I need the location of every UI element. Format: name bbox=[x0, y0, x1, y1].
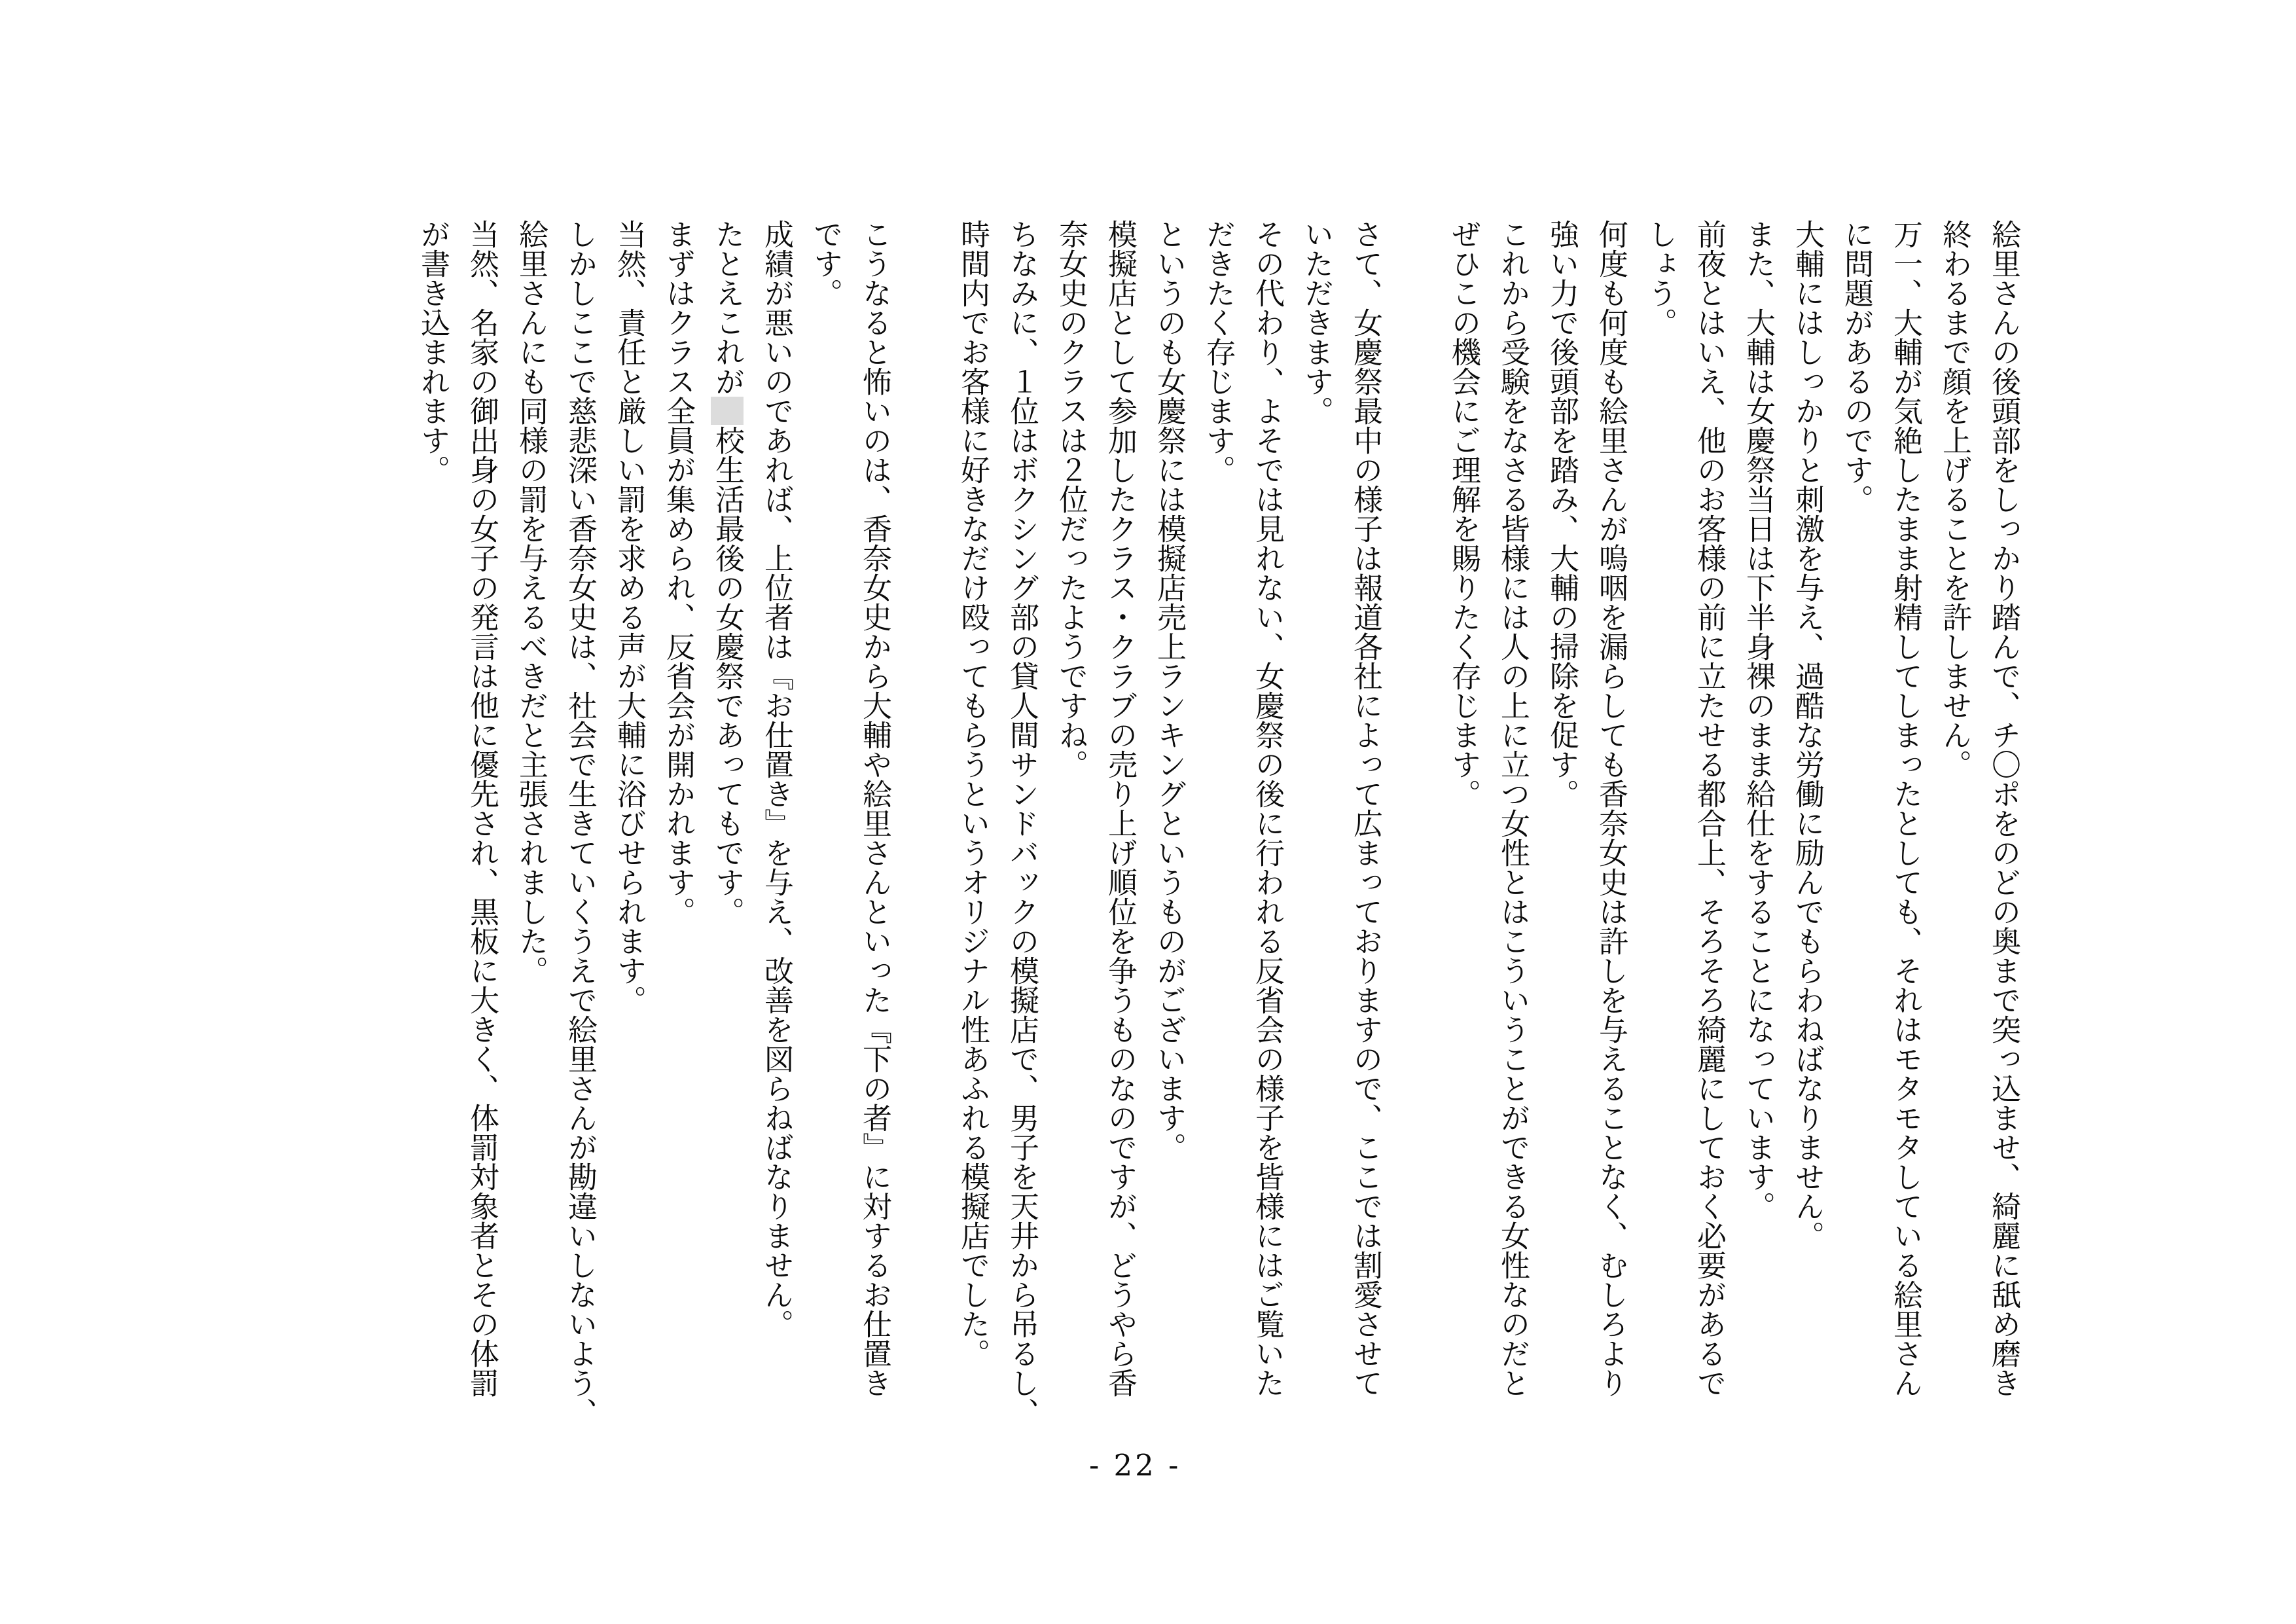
text-column: ぜひこの機会にご理解を賜りたく存じます。 bbox=[1447, 219, 1480, 808]
text-segment: たとえこれが bbox=[711, 219, 744, 396]
text-column: 絵里さんの後頭部をしっかり踏んで、チ〇ポをのどの奥まで突っ込ませ、綺麗に舐め磨き bbox=[1987, 219, 2020, 1398]
page-number: - 22 - bbox=[1089, 1448, 1181, 1483]
text-column: だきたく存じます。 bbox=[1202, 219, 1234, 484]
text-column: が書き込まれます。 bbox=[416, 219, 449, 484]
text-column bbox=[702, 219, 751, 1398]
text-column: しょう。 bbox=[1643, 219, 1676, 337]
text-column: 強い力で後頭部を踏み、大輔の掃除を促す。 bbox=[1545, 219, 1578, 808]
text-column: さて、女慶祭最中の様子は報道各社によって広まっておりますので、ここでは割愛させて bbox=[1349, 219, 1382, 1398]
text-column: その代わり、よそでは見れない、女慶祭の後に行われる反省会の様子を皆様にはご覧いた bbox=[1251, 219, 1283, 1398]
text-column: 成績が悪いのであれば、上位者は『お仕置き』を与え、改善を図らねばなりません。 bbox=[760, 219, 793, 1339]
text-column: いただきます。 bbox=[1300, 219, 1333, 425]
text-column: ちなみに、１位はボクシング部の貸人間サンドバックの模擬店で、男子を天井から吊るし、 bbox=[1005, 219, 1038, 1427]
text-column: 終わるまで顔を上げることを許しません。 bbox=[1938, 219, 1971, 779]
text-column: 模擬店として参加したクラス・クラブの売り上げ順位を争うものなのですが、どうやら香 bbox=[1103, 219, 1136, 1398]
text-column: というのも女慶祭には模擬店売上ランキングというものがございます。 bbox=[1153, 219, 1185, 1162]
text-column: 万一、大輔が気絶したまま射精してしまったとしても、それはモタモタしている絵里さん bbox=[1889, 219, 1922, 1398]
text-column: まずはクラス全員が集められ、反省会が開かれます。 bbox=[662, 219, 694, 926]
text-column: また、大輔は女慶祭当日は下半身裸のまま給仕をすることになっています。 bbox=[1742, 219, 1774, 1221]
text-column: これから受験をなさる皆様には人の上に立つ女性とはこういうことができる女性なのだと bbox=[1496, 219, 1529, 1398]
text-column: 奈女史のクラスは２位だったようですね。 bbox=[1054, 219, 1087, 779]
text-column: 何度も何度も絵里さんが嗚咽を漏らしても香奈女史は許しを与えることなく、むしろより bbox=[1594, 219, 1627, 1398]
text-column: です。 bbox=[809, 219, 842, 308]
vertical-text-block bbox=[408, 219, 2028, 1427]
text-column: に問題があるのです。 bbox=[1840, 219, 1873, 514]
text-column: 前夜とはいえ、他のお客様の前に立たせる都合上、そろそろ綺麗にしておく必要があるで bbox=[1693, 219, 1725, 1398]
censor-redaction-box bbox=[711, 397, 744, 425]
text-column: 当然、責任と厳しい罰を求める声が大輔に浴びせられます。 bbox=[613, 219, 645, 1015]
text-segment: 校生活最後の女慶祭であってもです。 bbox=[711, 425, 744, 926]
text-column: しかしここで慈悲深い香奈女史は、社会で生きていくうえで絵里さんが勘違いしないよう、 bbox=[564, 219, 596, 1427]
text-column: 時間内でお客様に好きなだけ殴ってもらうというオリジナル性あふれる模擬店でした。 bbox=[956, 219, 989, 1368]
text-column: 大輔にはしっかりと刺激を与え、過酷な労働に励んでもらわねばなりません。 bbox=[1791, 219, 1823, 1250]
text-column: 絵里さんにも同様の罰を与えるべきだと主張されました。 bbox=[514, 219, 547, 985]
text-column: こうなると怖いのは、香奈女史から大輔や絵里さんといった『下の者』に対するお仕置き bbox=[858, 219, 891, 1398]
text-column: 当然、名家の御出身の女子の発言は他に優先され、黒板に大きく、体罰対象者とその体罰 bbox=[465, 219, 498, 1398]
